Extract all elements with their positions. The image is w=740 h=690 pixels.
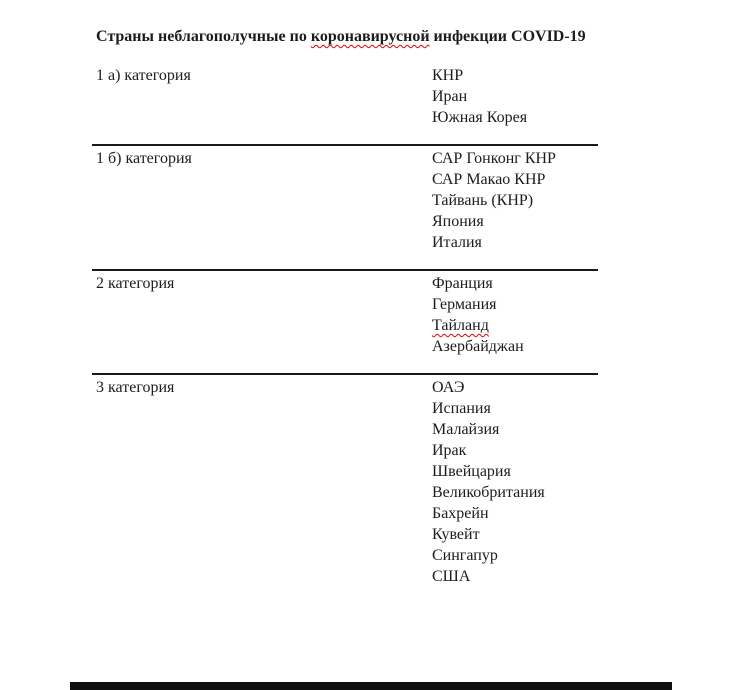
title-text-before: Страны неблагополучные по	[96, 28, 311, 45]
country-name: США	[432, 568, 471, 585]
category-section	[96, 65, 656, 128]
country-name: КНР	[432, 67, 464, 84]
separator-line	[92, 269, 598, 271]
country-name: Малайзия	[432, 421, 500, 438]
country-list	[432, 377, 656, 587]
country-name: Италия	[432, 234, 482, 251]
country-list	[432, 65, 656, 128]
country-name: САР Макао КНР	[432, 171, 546, 188]
category-section	[96, 148, 656, 253]
country-list	[432, 148, 656, 253]
country-name: Япония	[432, 213, 484, 230]
category-label: 1 б) категория	[96, 150, 192, 167]
document-content	[96, 26, 656, 587]
country-name: Южная Корея	[432, 109, 528, 126]
category-label: 1 а) категория	[96, 67, 191, 84]
country-name: Азербайджан	[432, 338, 524, 355]
country-name: Иран	[432, 88, 468, 105]
country-name: САР Гонконг КНР	[432, 150, 556, 167]
country-name: Швейцария	[432, 463, 511, 480]
separator-line	[92, 144, 598, 146]
country-name: Испания	[432, 400, 491, 417]
country-name: Франция	[432, 275, 493, 292]
document-title	[96, 26, 656, 47]
separator-line	[92, 373, 598, 375]
country-name: Великобритания	[432, 484, 545, 501]
country-list	[432, 273, 656, 357]
category-label: 3 категория	[96, 379, 175, 396]
country-name: Тайвань (КНР)	[432, 192, 534, 209]
category-label: 2 категория	[96, 275, 175, 292]
country-name: Бахрейн	[432, 505, 489, 522]
country-name: ОАЭ	[432, 379, 465, 396]
category-section	[96, 273, 656, 357]
country-name: Сингапур	[432, 547, 498, 564]
window-bottom-edge	[70, 682, 672, 690]
country-name: Германия	[432, 296, 497, 313]
title-misspelled-word: коронавирусной	[310, 28, 430, 45]
country-name: Кувейт	[432, 526, 480, 543]
country-name: Ирак	[432, 442, 467, 459]
title-text-after: инфекции COVID-19	[429, 28, 586, 45]
category-section	[96, 377, 656, 587]
country-name: Тайланд	[432, 317, 489, 334]
sections	[96, 65, 656, 587]
